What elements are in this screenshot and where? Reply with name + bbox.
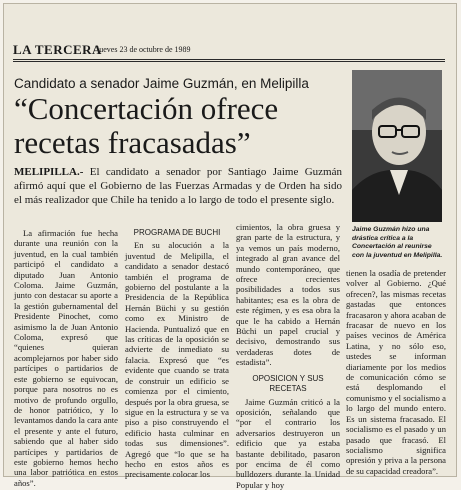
publication-date: jueves 23 de octubre de 1989	[97, 45, 191, 54]
photo-caption: Jaime Guzmán hizo una drástica crítica a la Concertación al reunirse con la juventud en Melipilla.	[352, 226, 444, 260]
body-text: cimientos, la obra gruesa y gran parte de la estructura, y ya vemos un país moderno, integrado al gran avance del mundo contemporáneo, que ofrece crecientes posibilidades a todos sus habitantes; esa es la obra de este régimen, y es esa obra la que le ha cabido a Hernán Büchi un papel crucial y decisivo, demostrando sus verdaderas dotes de estadista”.	[236, 222, 340, 368]
kicker: Candidato a senador Jaime Guzmán, en Melipilla	[14, 76, 344, 91]
subheading-programa: PROGRAMA DE BUCHI	[125, 228, 229, 238]
body-column-4	[346, 268, 446, 476]
lead-paragraph	[14, 165, 342, 208]
body-column-2	[125, 228, 229, 480]
body-text: Jaime Guzmán criticó a la oposición, señalando que “por el contrario los adversarios destruyeron un edificio que ya estaba bastante debilitado, pasaron por encima de él como bulldozers durante la Unidad Popular y hoy	[236, 397, 340, 490]
body-text: En su alocución a la juventud de Melipilla, el candidato a senador destacó también el programa de gobierno del postulante a la Presidencia de la República Hernán Büchi y su gestión como ex Ministro de Hacienda. Puntualizó que en las críticas de la oposición se advierte de inmediato su falacia. Expresó que “es evidente que cuando se trata de construir un edificio se comienza por el cimiento, después por la obra gruesa, se sigue en la estructura y se va piso a piso construyendo el edificio hasta culminar en todas sus dimensiones”. Agregó que “lo que se ha hecho en estos años es precisamente colocar los	[125, 240, 229, 479]
newspaper-name: LA TERCERA	[13, 42, 102, 58]
lead-text: El candidato a senador por Santiago Jaime Guzmán afirmó aquí que el Gobierno de las Fuerzas Armadas y de Orden ha sido el más realizador que Chile ha tenido a lo largo de todo el presente siglo.	[14, 166, 342, 206]
body-column-3	[236, 222, 340, 490]
headline: “Concertación ofrece recetas fracasadas”	[14, 92, 344, 160]
masthead-rule	[13, 59, 445, 60]
subheading-oposicion: OPOSICION Y SUS RECETAS	[236, 374, 340, 395]
body-text: tienen la osadía de pretender volver al Gobierno. ¿Qué ofrecen?, las mismas recetas gastadas que entonces fracasaron y ahora acaban de fracasar de nuevo en los países vecinos de América Latina, y no sólo eso, ustedes se informan diariamente por los medios de comunicación cómo se está desplomando el comunismo y el socialismo a lo largo del mundo entero. Es un sistema fracasado. El socialismo es el pasado y un pasado que fracasó. El socialismo significa opresión y priva a la persona de su capacidad creadora”.	[346, 268, 446, 476]
masthead	[13, 44, 433, 58]
body-text: La afirmación fue hecha durante una reunión con la juventud, en la cual también participó el candidato a diputado Juan Antonio Coloma. Jaime Guzmán, junto con destacar su aporte a la gestión gubernamental del Presidente Pinochet, como asimismo la de Juan Antonio Coloma, expresó que “quienes quieran acomplejarnos por haber sido partícipes o partidarios de este gobierno se equivocan, porque para nosotros no es motivo de profundo orgullo, de honor patriótico, y lo levantamos dando la cara ante el presente y ante el futuro, sabiendo que al haber sido partícipes y partidarios de este gobierno hemos hecho una labor patriótica en estos años”.	[14, 228, 118, 488]
masthead-rule-thin	[13, 61, 445, 62]
body-column-1	[14, 228, 118, 488]
portrait-illustration	[352, 70, 442, 222]
portrait-photo	[352, 70, 442, 222]
dateline: MELIPILLA.-	[14, 166, 83, 178]
